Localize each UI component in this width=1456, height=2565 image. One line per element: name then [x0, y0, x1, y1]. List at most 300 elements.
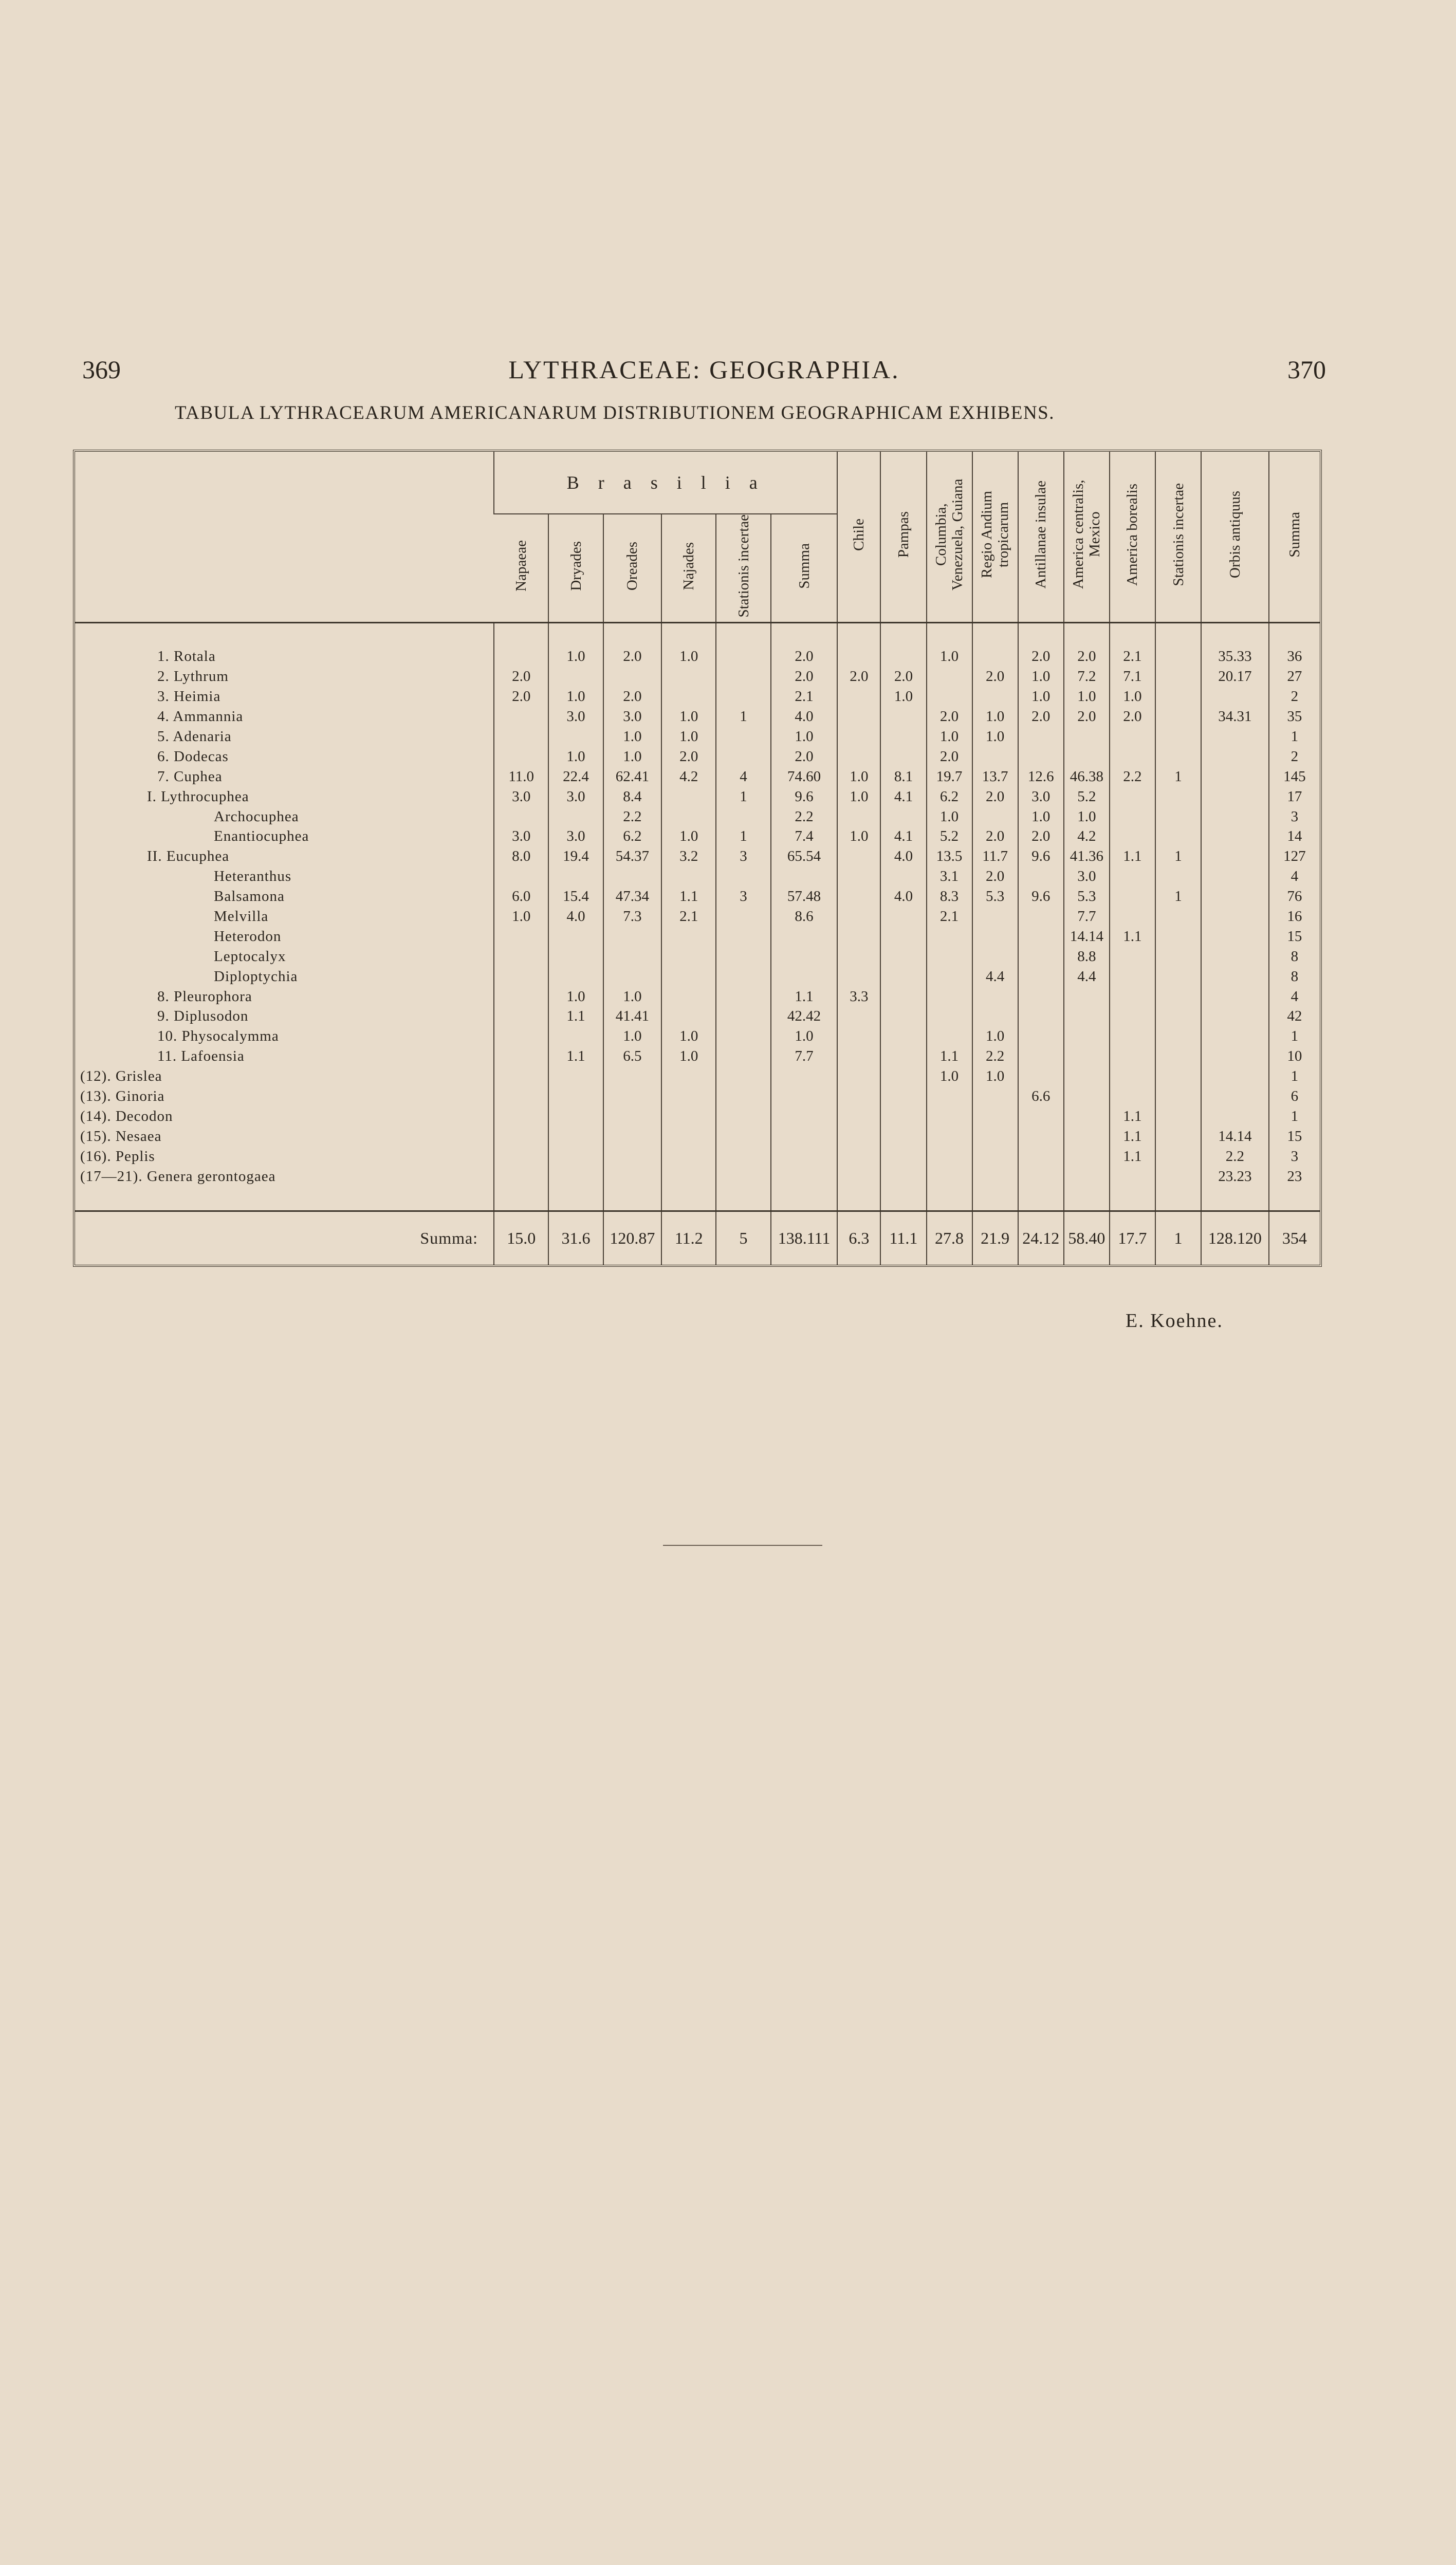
- table-cell: 7.3: [603, 907, 661, 927]
- table-cell: [1064, 1066, 1110, 1086]
- table-cell: 1: [1269, 1106, 1320, 1127]
- table-cell: [548, 1167, 603, 1187]
- table-cell: [1064, 1026, 1110, 1046]
- table-cell: 2.0: [927, 747, 972, 767]
- table-cell: 35.33: [1201, 647, 1269, 667]
- table-cell: [1064, 727, 1110, 747]
- table-cell: 22.4: [548, 767, 603, 787]
- spacer-cell: [927, 622, 972, 647]
- table-cell: 3.3: [837, 987, 880, 1007]
- col-header-1: Dryades: [548, 514, 603, 622]
- table-cell: [1155, 1147, 1201, 1167]
- page-number-right: 370: [1287, 355, 1326, 384]
- table-cell: [1110, 747, 1155, 767]
- spacer-row: [75, 1187, 1320, 1211]
- table-cell: [927, 1167, 972, 1187]
- table-cell: [661, 787, 716, 807]
- table-cell: [661, 927, 716, 947]
- table-cell: 2.2: [1201, 1147, 1269, 1167]
- sum-cell: 5: [716, 1211, 770, 1265]
- table-cell: [716, 727, 770, 747]
- table-cell: [716, 967, 770, 987]
- table-cell: [1110, 947, 1155, 967]
- table-cell: 6.2: [603, 827, 661, 847]
- table-cell: 1.0: [494, 907, 548, 927]
- genus-name: 7. Cuphea: [157, 768, 223, 785]
- table-cell: 1: [1269, 1026, 1320, 1046]
- table-cell: [880, 807, 926, 827]
- genus-name: 4. Ammannia: [157, 708, 244, 725]
- table-cell: 1.0: [880, 687, 926, 707]
- table-row: [75, 807, 1320, 827]
- table-cell: [716, 1167, 770, 1187]
- table-cell: [494, 1086, 548, 1106]
- table-cell: [1110, 887, 1155, 907]
- table-cell: [771, 967, 838, 987]
- spacer-cell: [880, 622, 926, 647]
- genus-name: 8. Pleurophora: [157, 988, 252, 1005]
- table-cell: [837, 647, 880, 667]
- table-cell: [771, 866, 838, 887]
- table-title: TABULA LYTHRACEARUM AMERICANARUM DISTRIBUTIONEM GEOGRAPHICAM EXHIBENS.: [175, 402, 1055, 423]
- table-cell: [972, 1167, 1018, 1187]
- table-row: [75, 827, 1320, 847]
- genus-name: Enantiocuphea: [214, 828, 309, 845]
- table-cell: 1: [1155, 887, 1201, 907]
- table-cell: [1155, 807, 1201, 827]
- spacer-cell: [972, 1187, 1018, 1211]
- table-cell: [927, 1026, 972, 1046]
- table-cell: [548, 1086, 603, 1106]
- table-cell: 13.5: [927, 846, 972, 866]
- table-cell: 3: [1269, 1147, 1320, 1167]
- sum-label: Summa:: [75, 1211, 494, 1265]
- table-cell: [1201, 1007, 1269, 1027]
- spacer-cell: [837, 1187, 880, 1211]
- genus-name: Heterodon: [214, 928, 282, 945]
- table-cell: 12.6: [1018, 767, 1064, 787]
- table-cell: 3.0: [548, 787, 603, 807]
- table-cell: 2.0: [1018, 647, 1064, 667]
- table-cell: [1201, 1046, 1269, 1066]
- spacer-row: [75, 622, 1320, 647]
- table-cell: [880, 707, 926, 727]
- table-cell: 3.2: [661, 846, 716, 866]
- table-cell: 42: [1269, 1007, 1320, 1027]
- table-cell: [1155, 787, 1201, 807]
- table-cell: 1.0: [661, 827, 716, 847]
- table-cell: 6.0: [494, 887, 548, 907]
- table-cell: 3: [716, 846, 770, 866]
- sum-cell: 58.40: [1064, 1211, 1110, 1265]
- table-cell: 7.7: [1064, 907, 1110, 927]
- table-cell: [548, 807, 603, 827]
- table-cell: 4: [1269, 987, 1320, 1007]
- table-cell: [1201, 827, 1269, 847]
- spacer-cell: [548, 622, 603, 647]
- table-cell: [1018, 1046, 1064, 1066]
- spacer-cell: [661, 1187, 716, 1211]
- table-row: [75, 967, 1320, 987]
- table-cell: [1201, 747, 1269, 767]
- spacer-cell: [1155, 622, 1201, 647]
- table-cell: [548, 866, 603, 887]
- table-cell: [880, 1167, 926, 1187]
- table-cell: [661, 1066, 716, 1086]
- table-cell: 1.1: [661, 887, 716, 907]
- table-cell: [880, 967, 926, 987]
- table-cell: [603, 1066, 661, 1086]
- table-cell: 1.1: [548, 1007, 603, 1027]
- table-cell: 1.0: [603, 747, 661, 767]
- table-row: [75, 1147, 1320, 1167]
- col-header-4: Stationis incertae: [716, 514, 770, 622]
- table-cell: [661, 967, 716, 987]
- table-cell: 1: [1269, 727, 1320, 747]
- table-cell: [837, 1167, 880, 1187]
- spacer-cell: [603, 622, 661, 647]
- table-cell: [548, 1147, 603, 1167]
- table-cell: 8: [1269, 947, 1320, 967]
- col-header-6: Chile: [837, 452, 880, 622]
- table-cell: [1064, 1167, 1110, 1187]
- table-cell: 41.36: [1064, 846, 1110, 866]
- table-cell: [716, 747, 770, 767]
- table-cell: [548, 1127, 603, 1147]
- spacer-cell: [1018, 622, 1064, 647]
- table-cell: [716, 1066, 770, 1086]
- table-cell: [1064, 1127, 1110, 1147]
- table-cell: [972, 807, 1018, 827]
- table-cell: [1155, 927, 1201, 947]
- table-cell: 6.2: [927, 787, 972, 807]
- table-cell: [716, 1086, 770, 1106]
- table-row: [75, 1106, 1320, 1127]
- sum-cell: 11.1: [880, 1211, 926, 1265]
- table-cell: 4.0: [880, 887, 926, 907]
- table-cell: [1155, 1026, 1201, 1046]
- table-cell: [661, 1167, 716, 1187]
- table-cell: [1018, 907, 1064, 927]
- table-cell: 2.2: [972, 1046, 1018, 1066]
- table-cell: 7.1: [1110, 667, 1155, 687]
- table-cell: [1064, 1086, 1110, 1106]
- table-cell: [716, 927, 770, 947]
- spacer-cell: [1269, 1187, 1320, 1211]
- table-cell: [603, 967, 661, 987]
- table-cell: 3.0: [1064, 866, 1110, 887]
- spacer-cell: [1064, 622, 1110, 647]
- table-cell: 1: [1269, 1066, 1320, 1086]
- table-cell: [837, 1127, 880, 1147]
- table-row: [75, 687, 1320, 707]
- table-cell: [837, 1007, 880, 1027]
- table-cell: [927, 947, 972, 967]
- table-cell: 4.0: [548, 907, 603, 927]
- col-header-7: Pampas: [880, 452, 926, 622]
- table-cell: 20.17: [1201, 667, 1269, 687]
- table-cell: 8.3: [927, 887, 972, 907]
- table-cell: [837, 1147, 880, 1167]
- table-cell: [880, 866, 926, 887]
- table-cell: [716, 987, 770, 1007]
- table-cell: [1018, 1127, 1064, 1147]
- table-cell: [837, 927, 880, 947]
- sum-cell: 128.120: [1201, 1211, 1269, 1265]
- table-cell: 1.1: [927, 1046, 972, 1066]
- sum-cell: 138.111: [771, 1211, 838, 1265]
- table-cell: 41.41: [603, 1007, 661, 1027]
- table-row: [75, 647, 1320, 667]
- spacer-cell: [1155, 1187, 1201, 1211]
- table-cell: [1110, 827, 1155, 847]
- table-cell: 42.42: [771, 1007, 838, 1027]
- table-cell: [1155, 1106, 1201, 1127]
- col-header-15: Summa: [1269, 452, 1320, 622]
- genus-name: (17—21). Genera gerontogaea: [80, 1168, 276, 1185]
- table-cell: [603, 927, 661, 947]
- table-cell: 2.2: [603, 807, 661, 827]
- spacer-cell: [1201, 1187, 1269, 1211]
- table-cell: [603, 1167, 661, 1187]
- table-cell: [837, 947, 880, 967]
- table-cell: [494, 1167, 548, 1187]
- genus-name: Leptocalyx: [214, 948, 286, 965]
- table-cell: [972, 1106, 1018, 1127]
- table-cell: 9.6: [771, 787, 838, 807]
- table-cell: [661, 807, 716, 827]
- table-cell: [837, 747, 880, 767]
- table-cell: [837, 1066, 880, 1086]
- col-header-3: Najades: [661, 514, 716, 622]
- table-row: [75, 927, 1320, 947]
- sum-cell: 1: [1155, 1211, 1201, 1265]
- table-cell: [1110, 1007, 1155, 1027]
- table-cell: 3.0: [494, 827, 548, 847]
- table-cell: 76: [1269, 887, 1320, 907]
- table-cell: [661, 987, 716, 1007]
- table-cell: [1201, 767, 1269, 787]
- table-cell: [716, 1007, 770, 1027]
- table-cell: [1110, 807, 1155, 827]
- table-cell: [837, 1086, 880, 1106]
- table-cell: [494, 647, 548, 667]
- table-cell: 1.1: [548, 1046, 603, 1066]
- spacer-cell: [1110, 622, 1155, 647]
- table-row: [75, 846, 1320, 866]
- table-cell: 13.7: [972, 767, 1018, 787]
- genus-name: Diploptychia: [214, 968, 298, 985]
- table-cell: [927, 1007, 972, 1027]
- spacer-cell: [880, 1187, 926, 1211]
- table-cell: [1110, 967, 1155, 987]
- table-cell: [1155, 667, 1201, 687]
- table-cell: [972, 747, 1018, 767]
- table-cell: [661, 866, 716, 887]
- table-cell: [603, 1086, 661, 1106]
- table-cell: [1201, 1086, 1269, 1106]
- table-cell: [1155, 827, 1201, 847]
- table-cell: 1.1: [771, 987, 838, 1007]
- table-cell: [1201, 787, 1269, 807]
- table-cell: [716, 667, 770, 687]
- table-cell: 1.0: [548, 687, 603, 707]
- table-cell: 1.1: [1110, 846, 1155, 866]
- table-cell: [1201, 846, 1269, 866]
- table-cell: 4.0: [880, 846, 926, 866]
- table-cell: [837, 1046, 880, 1066]
- table-cell: [880, 927, 926, 947]
- table-cell: 1: [716, 827, 770, 847]
- table-cell: [1064, 747, 1110, 767]
- genus-name: (13). Ginoria: [80, 1088, 165, 1105]
- table-cell: [548, 727, 603, 747]
- table-cell: [972, 1147, 1018, 1167]
- table-cell: 54.37: [603, 846, 661, 866]
- table-cell: 2.0: [1110, 707, 1155, 727]
- table-cell: 1: [716, 707, 770, 727]
- table-cell: [1018, 947, 1064, 967]
- page-number-left: 369: [82, 355, 121, 384]
- table-cell: 34.31: [1201, 707, 1269, 727]
- table-cell: 2.0: [927, 707, 972, 727]
- table-cell: 1.0: [771, 727, 838, 747]
- table-cell: [927, 667, 972, 687]
- table-cell: 10: [1269, 1046, 1320, 1066]
- sum-cell: 24.12: [1018, 1211, 1064, 1265]
- col-header-13: Stationis incertae: [1155, 452, 1201, 622]
- table-cell: [716, 1026, 770, 1046]
- table-cell: [1201, 807, 1269, 827]
- table-row: [75, 747, 1320, 767]
- table-cell: 5.3: [972, 887, 1018, 907]
- table-cell: [972, 647, 1018, 667]
- table-cell: [1155, 687, 1201, 707]
- col-header-11: America centralis, Mexico: [1064, 452, 1110, 622]
- table-cell: 2.1: [771, 687, 838, 707]
- table-cell: 1.0: [837, 787, 880, 807]
- spacer-cell: [1018, 1187, 1064, 1211]
- spacer-cell: [494, 1187, 548, 1211]
- table-cell: 1.1: [1110, 927, 1155, 947]
- table-cell: [972, 907, 1018, 927]
- table-cell: [716, 807, 770, 827]
- table-cell: [1110, 727, 1155, 747]
- table-cell: 1.0: [972, 707, 1018, 727]
- table-cell: 1.0: [548, 747, 603, 767]
- table-cell: 1.0: [972, 1066, 1018, 1086]
- table-cell: 1.0: [603, 727, 661, 747]
- table-cell: 9.6: [1018, 887, 1064, 907]
- col-header-9: Regio Andium tropicarum: [972, 452, 1018, 622]
- table-cell: [1201, 987, 1269, 1007]
- table-cell: [1018, 927, 1064, 947]
- table-cell: [1155, 907, 1201, 927]
- table-cell: 2.0: [771, 667, 838, 687]
- table-cell: 2.0: [972, 667, 1018, 687]
- spacer-cell: [1201, 622, 1269, 647]
- table-cell: [1201, 687, 1269, 707]
- table-cell: 1: [716, 787, 770, 807]
- table-row: [75, 1127, 1320, 1147]
- table-cell: [1201, 967, 1269, 987]
- table-cell: [494, 1026, 548, 1046]
- table-cell: [837, 846, 880, 866]
- table-cell: [972, 927, 1018, 947]
- table-cell: 5.3: [1064, 887, 1110, 907]
- spacer-cell: [75, 1187, 494, 1211]
- table-cell: 1.0: [661, 707, 716, 727]
- table-cell: 1: [1155, 767, 1201, 787]
- table-cell: 2.0: [771, 747, 838, 767]
- col-header-14: Orbis antiquus: [1201, 452, 1269, 622]
- table-cell: [716, 866, 770, 887]
- table-cell: 2.0: [972, 787, 1018, 807]
- table-cell: [494, 967, 548, 987]
- table-cell: [927, 1106, 972, 1127]
- table-cell: [837, 1106, 880, 1127]
- spacer-cell: [716, 1187, 770, 1211]
- table-cell: [1064, 987, 1110, 1007]
- table-cell: 5.2: [927, 827, 972, 847]
- table-cell: 11.7: [972, 846, 1018, 866]
- genus-name: 11. Lafoensia: [157, 1048, 245, 1065]
- col-header-0: Napaeae: [494, 514, 548, 622]
- table-cell: 7.7: [771, 1046, 838, 1066]
- table-cell: 1.0: [837, 767, 880, 787]
- table-cell: [716, 1127, 770, 1147]
- table-cell: 1.0: [972, 1026, 1018, 1046]
- table-cell: 4.2: [661, 767, 716, 787]
- table-cell: 7.4: [771, 827, 838, 847]
- table-cell: [1018, 1106, 1064, 1127]
- sum-cell: 31.6: [548, 1211, 603, 1265]
- table-cell: [1018, 1007, 1064, 1027]
- table-cell: [1201, 947, 1269, 967]
- table-cell: [494, 807, 548, 827]
- sum-cell: 21.9: [972, 1211, 1018, 1265]
- table-cell: 17: [1269, 787, 1320, 807]
- genus-name: 5. Adenaria: [157, 728, 232, 745]
- table-cell: 1.0: [661, 1046, 716, 1066]
- distribution-table: [75, 452, 1320, 1265]
- table-cell: [1201, 907, 1269, 927]
- table-row: [75, 1026, 1320, 1046]
- table-cell: [771, 1066, 838, 1086]
- table-cell: 3: [716, 887, 770, 907]
- horizontal-rule: [663, 1545, 822, 1546]
- table-cell: [927, 927, 972, 947]
- genus-name: (14). Decodon: [80, 1108, 173, 1124]
- table-row: [75, 1046, 1320, 1066]
- table-cell: 2.0: [771, 647, 838, 667]
- table-body: [75, 622, 1320, 1265]
- table-cell: 9.6: [1018, 846, 1064, 866]
- table-row: [75, 1167, 1320, 1187]
- table-cell: 2.1: [661, 907, 716, 927]
- table-cell: [1155, 1086, 1201, 1106]
- table-cell: 2.0: [494, 667, 548, 687]
- table-cell: [880, 1086, 926, 1106]
- spacer-cell: [1269, 622, 1320, 647]
- table-cell: 1.0: [927, 727, 972, 747]
- table-cell: [548, 967, 603, 987]
- spacer-cell: [837, 622, 880, 647]
- table-cell: 2.0: [661, 747, 716, 767]
- table-cell: [716, 1106, 770, 1127]
- table-cell: [880, 987, 926, 1007]
- table-cell: [927, 1086, 972, 1106]
